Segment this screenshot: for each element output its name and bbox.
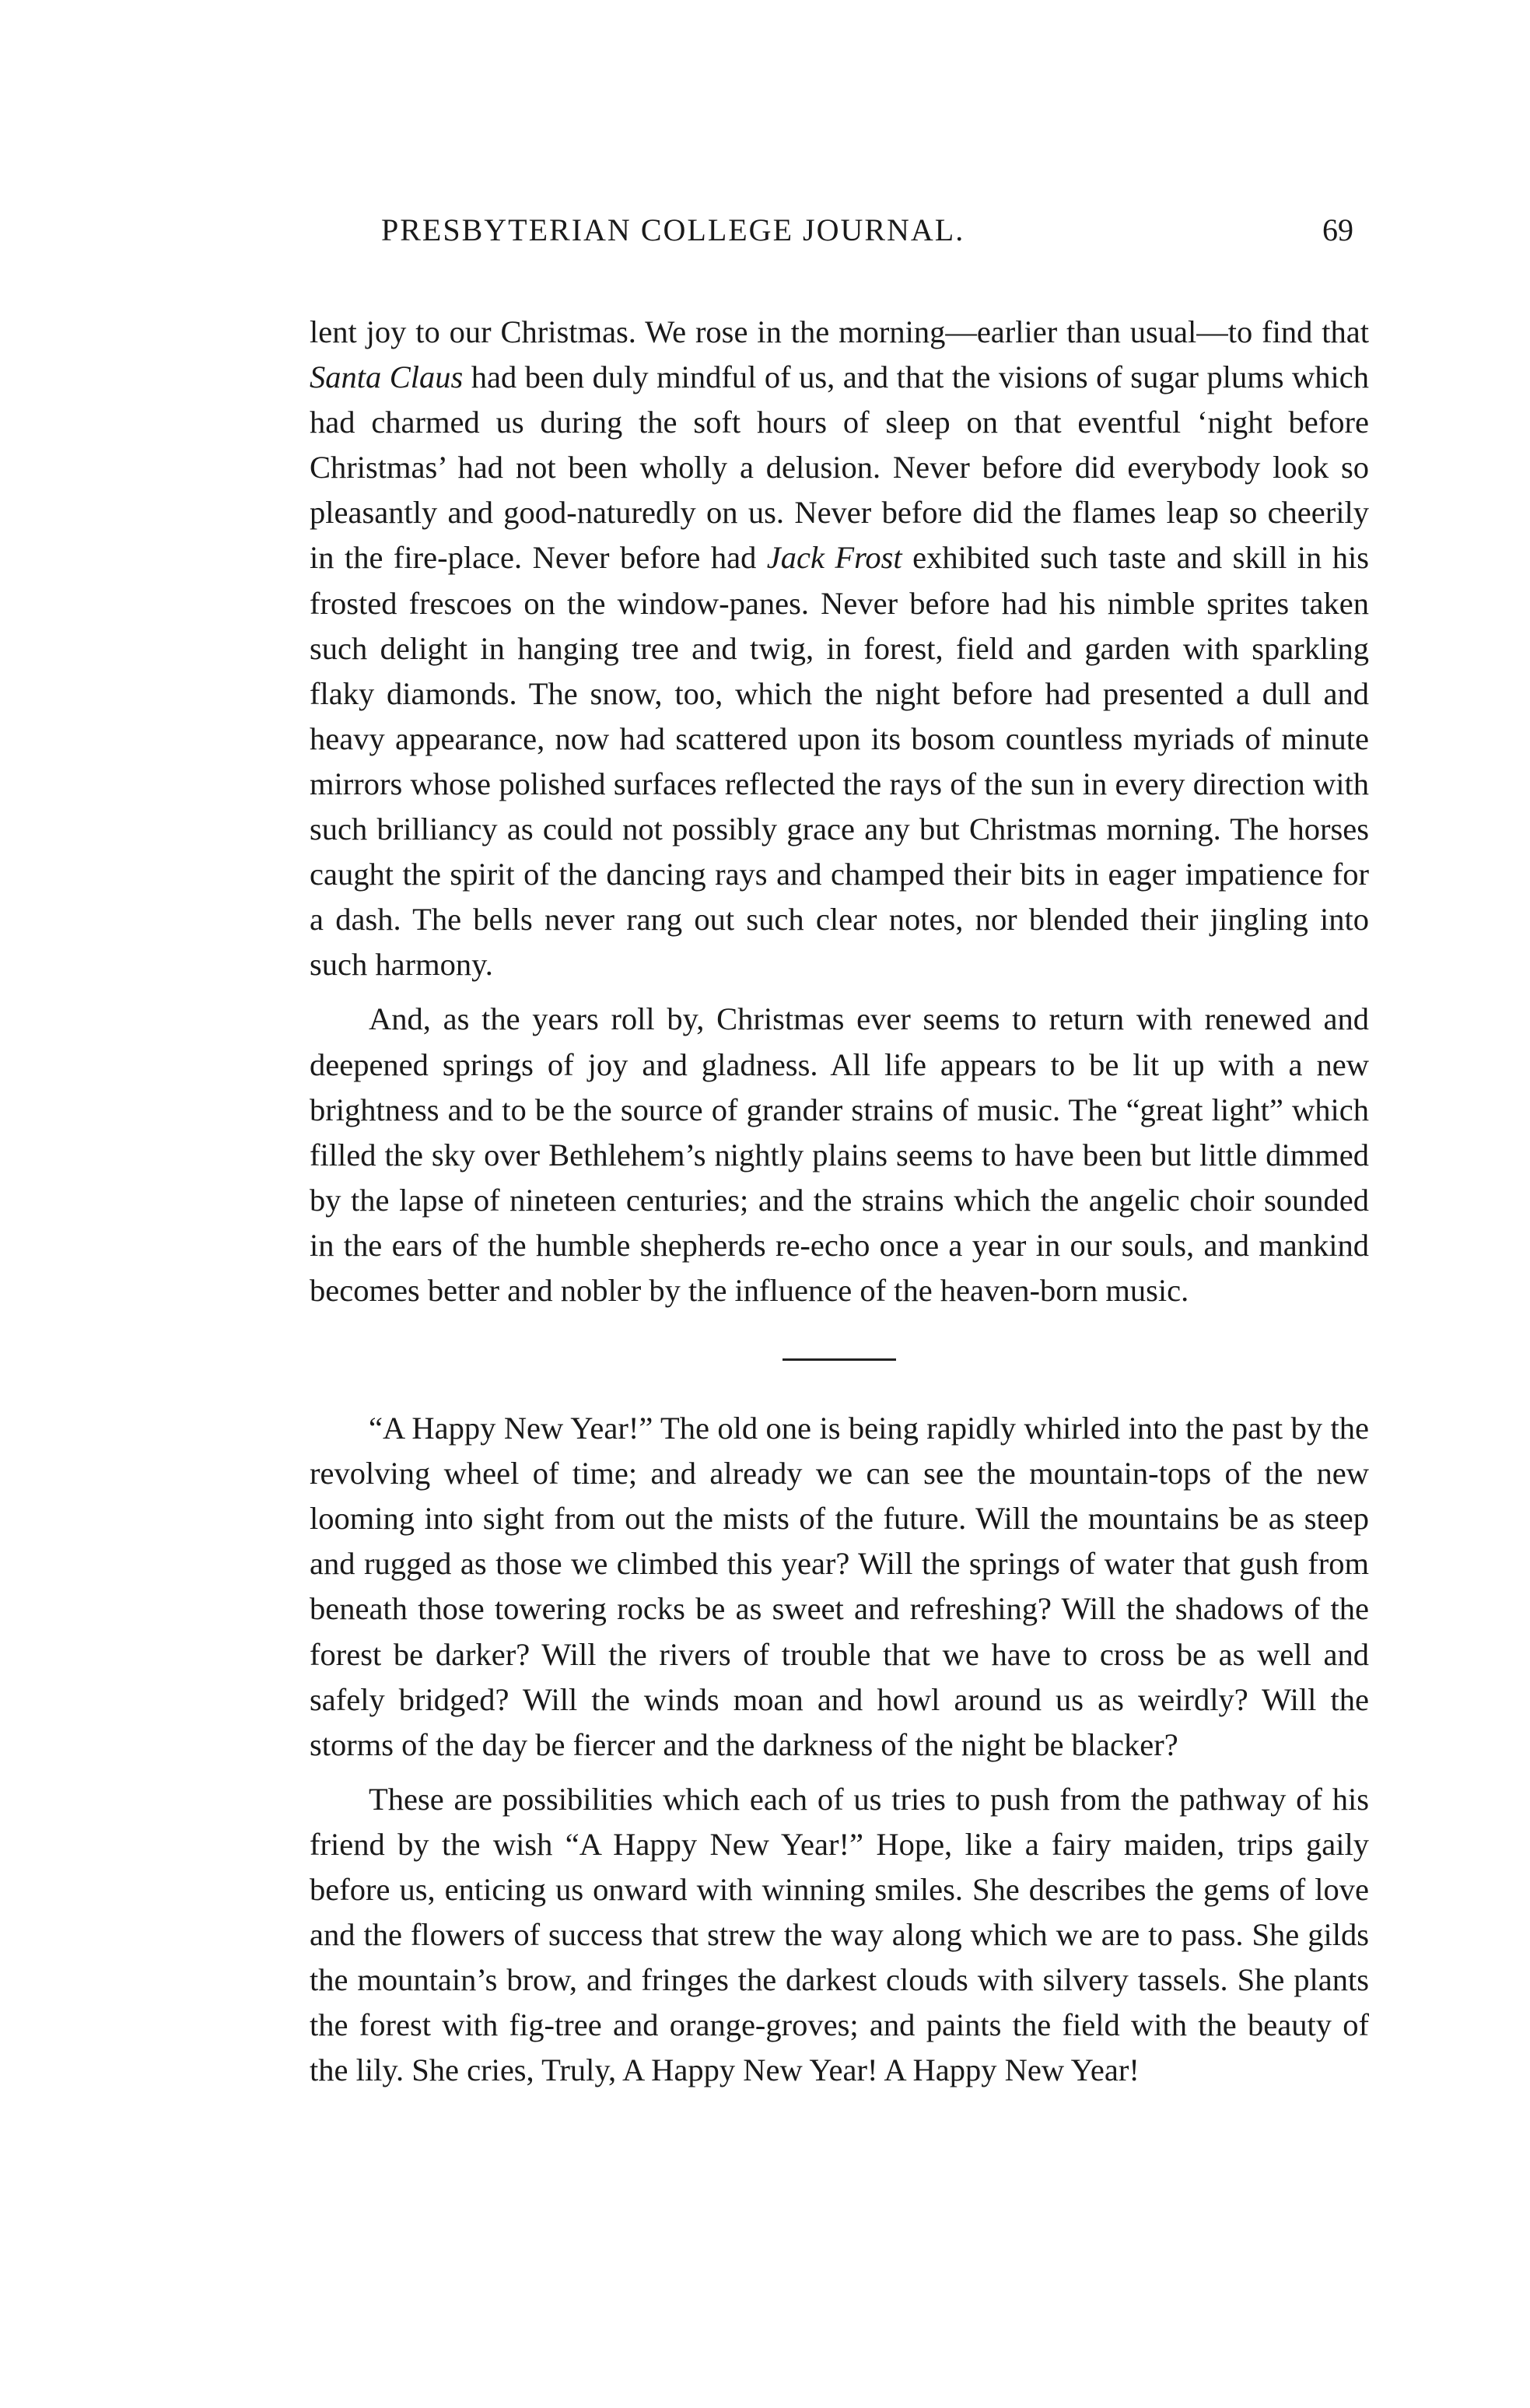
paragraph-text: had been duly mindful of us, and that the visions of sugar plums which had charmed us during the soft hours of sleep on that eventful ‘night before Christmas’ had not been wholly a delusion. Never before did everybody look so pleasantly and good-naturedly on us. Never before did the flames leap so cheerily in the fire-place. Never before had (310, 359, 1369, 576)
paragraph-text: lent joy to our Christmas. We rose in the morning—earlier than usual—to find that (310, 314, 1369, 349)
article-body (310, 310, 1369, 2093)
section-divider-rule (783, 1358, 896, 1361)
running-title: PRESBYTERIAN COLLEGE JOURNAL. (381, 212, 965, 247)
paragraph-text: exhibited such taste and skill in his frosted frescoes on the window-panes. Never before had his nimble sprites taken such delight in hanging tree and twig, in forest, field and garden with sparkling flaky diamonds. The snow, too, which the night before had presented a dull and heavy appearance, now had scattered upon its bosom countless myriads of minute mirrors whose polished surfaces reflected the rays of the sun in every direction with such brilliancy as could not possibly grace any but Christmas morning. The horses caught the spirit of the dancing rays and champed their bits in eager impatience for a dash. The bells never rang out such clear notes, nor blended their jingling into such harmony. (310, 540, 1369, 983)
italic-santa-claus: Santa Claus (310, 359, 464, 395)
paragraph-christmas-morning (310, 310, 1369, 987)
italic-jack-frost: Jack Frost (766, 540, 902, 576)
paragraph-happy-new-year: “A Happy New Year!” The old one is being rapidly whirled into the past by the revolving wheel of time; and already we can see the mountain-tops of the new looming into sight from out the mists of the future. Will the mountains be as steep and rugged as those we climbed this year? Will the springs of water that gush from beneath those towering rocks be as sweet and refreshing? Will the shadows of the forest be darker? Will the rivers of trouble that we have to cross be as well and safely bridged? Will the winds moan and howl around us as weirdly? Will the storms of the day be fiercer and the darkness of the night be blacker? (310, 1411, 1369, 1762)
paragraph-years-roll-by: And, as the years roll by, Christmas ever seems to return with renewed and deepened springs of joy and gladness. All life appears to be lit up with a new brightness and to be the source of grander strains of music. The “great light” which filled the sky over Bethlehem’s nightly plains seems to have been but little dimmed by the lapse of nineteen centuries; and the strains which the angelic choir sounded in the ears of the humble shepherds re-echo once a year in our souls, and mankind becomes better and nobler by the influence of the heaven-born music. (310, 1001, 1369, 1308)
page-number: 69 (1322, 212, 1353, 247)
paragraph-hope-fairy-maiden: These are possibilities which each of us tries to push from the pathway of his friend by the wish “A Happy New Year!” Hope, like a fairy maiden, trips gaily before us, enticing us onward with winning smiles. She describes the gems of love and the flowers of success that strew the way along which we are to pass. She gilds the mountain’s brow, and fringes the darkest clouds with silvery tassels. She plants the forest with fig-tree and orange-groves; and paints the field with the beauty of the lily. She cries, Truly, A Happy New Year! A Happy New Year! (310, 1781, 1369, 2088)
running-head (311, 212, 1353, 258)
